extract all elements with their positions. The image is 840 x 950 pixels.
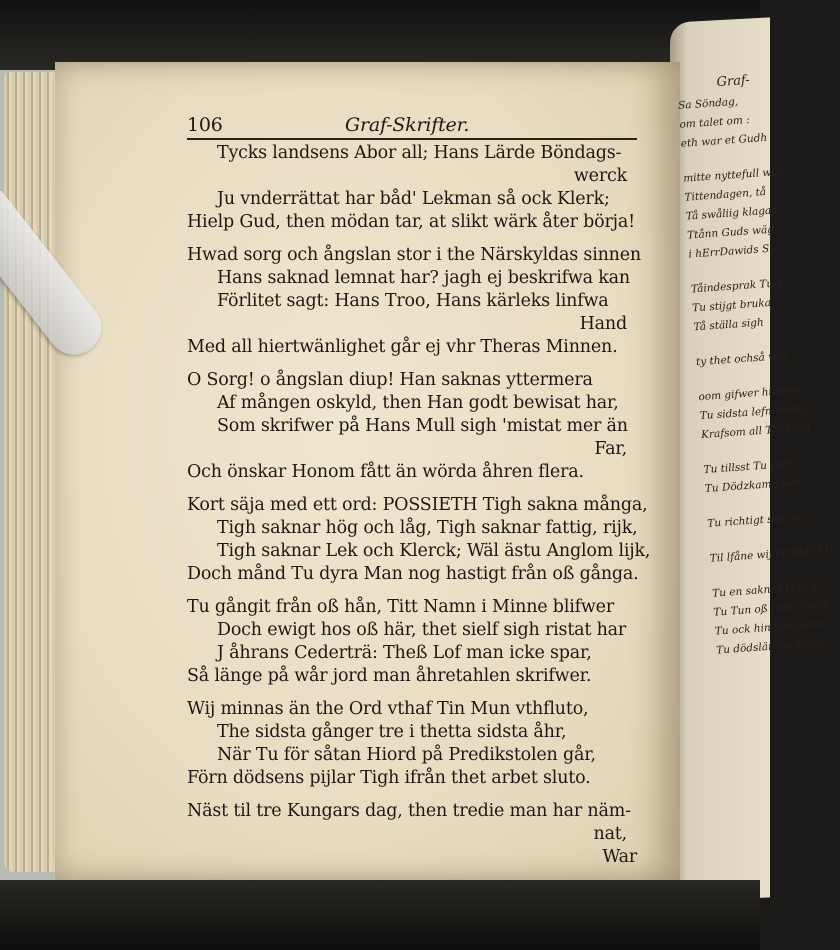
facing-page-line: Tu Dödzkamp war — [704, 476, 803, 495]
facing-page-line: Tu ock hin bortglöm — [714, 618, 823, 638]
facing-page-line: Tu Tun oß Han dödde — [713, 598, 830, 619]
facing-page-line: Til lfåne wij POSSIETH — [709, 544, 834, 565]
verse-line: Tu gångit från oß hån, Titt Namn i Minne blifwer — [187, 597, 614, 617]
facing-page-line: ty thet ochså war — [695, 349, 789, 369]
verse-line: Wij minnas än the Ord vthaf Tin Mun vthfluto, — [187, 699, 589, 719]
facing-page-line: Tu dödslärens dunst — [715, 637, 825, 657]
verse-line: Tycks landsens Abor all; Hans Lärde Böndags- — [217, 143, 622, 163]
facing-page-line: Tu en saknas Han m — [711, 580, 822, 600]
verse-line: Ju vnderrättat har båd' Lekman så ock Klerk; — [217, 189, 610, 209]
verse-line: Doch ewigt hos oß här, thet sielf sigh ristat har — [217, 620, 627, 640]
verse-line: Förlitet sagt: Hans Troo, Hans kärleks linfwa — [217, 291, 609, 311]
verse-line: När Tu för såtan Hiord på Predikstolen går, — [217, 745, 596, 765]
verse-line: Tigh saknar hög och låg, Tigh saknar fattig, rijk, — [217, 518, 638, 538]
verse-line-continuation: werck — [573, 166, 627, 186]
stanza-1 — [187, 142, 637, 234]
verse-line: Tigh saknar Lek och Klerck; Wäl ästu Anglom lijk, — [217, 541, 651, 561]
dark-background-top — [0, 0, 760, 70]
verse-line-continuation: Hand — [579, 314, 627, 334]
stanza-5 — [187, 596, 637, 688]
verse-line: Doch månd Tu dyra Man nog hastigt från oß gånga. — [187, 564, 639, 584]
verse-line: Hans saknad lemnat har? jagh ej beskrifwa kan — [217, 268, 630, 288]
stanza-2 — [187, 244, 641, 359]
stanza-3 — [187, 369, 637, 484]
stanza-6 — [187, 698, 637, 790]
facing-page-line: Tu richtigt säja ka — [706, 511, 805, 530]
facing-page-line: Krafsom all Tin kraft — [700, 421, 812, 442]
verse-line-continuation: Far, — [594, 439, 627, 459]
facing-page-line: Ttånn Guds wäg — [686, 223, 775, 242]
catchword: War — [602, 847, 637, 867]
facing-page-line: Sa Söndag, — [677, 95, 739, 112]
verse-line: Hwad sorg och ångslan stor i the Närskyldas sinnen — [187, 245, 641, 265]
facing-page-line: i hErrDawids S — [688, 242, 770, 261]
verse-line: Hielp Gud, then mödan tar, at slikt wärk åter börja! — [187, 212, 635, 232]
stanza-4 — [187, 494, 651, 586]
facing-page-line: Tå swåliig klagad — [685, 204, 779, 223]
verse-line: O Sorg! o ångslan diup! Han saknas yttermera — [187, 370, 593, 390]
facing-page-title: Graf- — [716, 72, 751, 91]
facing-page-line: Tittendagen, tå — [684, 186, 767, 204]
verse-line: The sidsta gånger tre i thetta sidsta åhr, — [217, 722, 567, 742]
verse-line: Af mången oskyld, then Han godt bewisat har, — [217, 393, 619, 413]
facing-page-line: mitte nyttefull war — [682, 165, 784, 185]
facing-page-line: Tu sidsta lefnadsdag — [699, 402, 811, 423]
page-text-block — [187, 112, 651, 869]
page-number: 106 — [187, 114, 223, 136]
facing-page-line: oom gifwer hielpen — [698, 384, 802, 404]
verse-line-continuation: nat, — [593, 824, 627, 844]
verse-line: Näst til tre Kungars dag, then tredie man har näm- — [187, 801, 631, 821]
verse-line: J åhrans Cederträ: Theß Lof man icke spar, — [217, 643, 592, 663]
facing-page-line: eth war et Gudh — [680, 131, 768, 150]
verse-line: Så länge på wår jord man åhretahlen skrifwer. — [187, 666, 592, 686]
running-head: Graf-Skrifter. — [345, 114, 470, 136]
facing-page-line: Tu tillsst Tu sielf — [703, 457, 793, 477]
stanza-7 — [187, 800, 637, 846]
facing-page-line: om talet om : — [679, 113, 751, 131]
verse-line: Och önskar Honom fått än wörda åhren flera. — [187, 462, 584, 482]
facing-page-line: Tåindesprak Tu g — [690, 277, 784, 296]
page-header — [187, 112, 637, 140]
verse-line: Förn dödsens pijlar Tigh ifrån thet arbet sluto. — [187, 768, 591, 788]
verse-line: Som skrifwer på Hans Mull sigh 'mistat mer än — [217, 416, 628, 436]
verse-line: Med all hiertwänlighet går ej vhr Theras Minnen. — [187, 337, 618, 357]
facing-page-line: Tu stijgt bruka — [691, 296, 772, 315]
facing-page-line: Tå ställa sigh — [693, 316, 765, 334]
dark-background-bottom — [0, 880, 760, 950]
verse-line: Kort säja med ett ord: POSSIETH Tigh sakna många, — [187, 495, 648, 515]
